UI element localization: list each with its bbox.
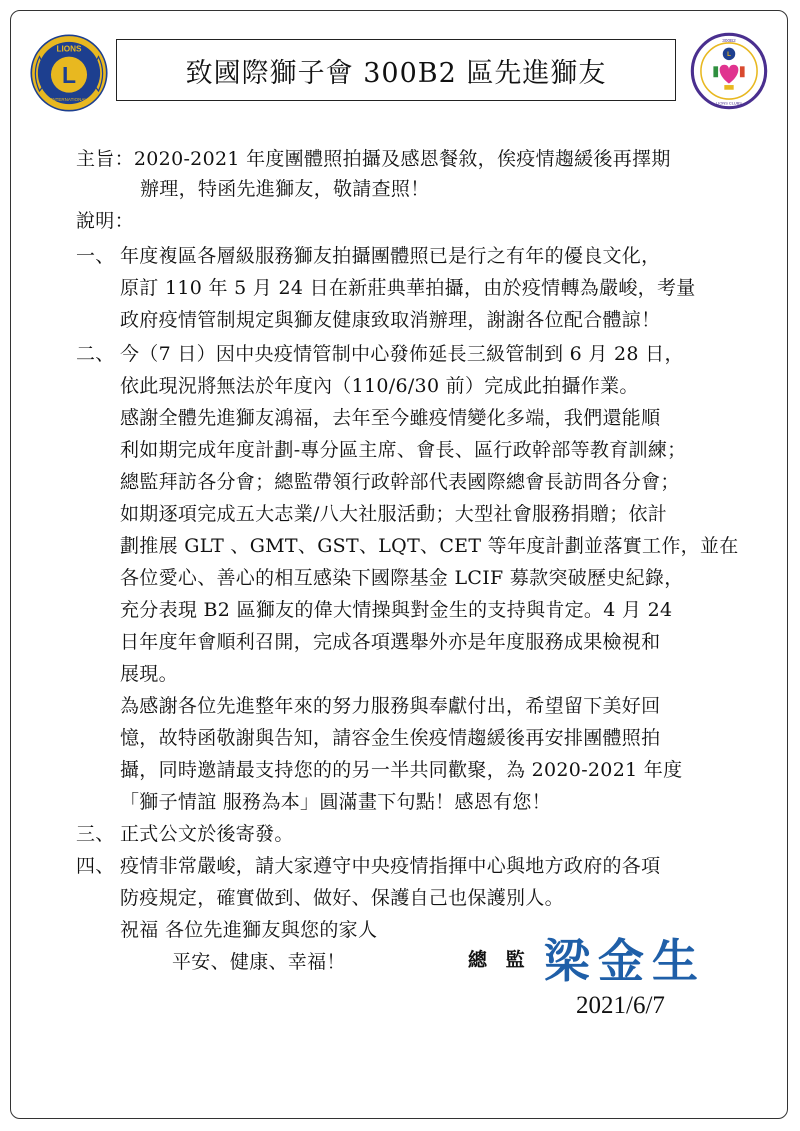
item-2-line: 攝，同時邀請最支持您的的另一半共同歡聚，為 2020-2021 年度 [120,759,683,781]
subject-line-1 [76,147,671,171]
signature-title: 總 監 [468,949,531,971]
item-4-number: 四、 [76,855,115,877]
letter-date: 2021/6/7 [576,992,665,1019]
item-1-line: 原訂 110 年 5 月 24 日在新莊典華拍攝，由於疫情轉為嚴峻，考量 [120,277,696,299]
item-2-line: 各位愛心、善心的相互感染下國際基金 LCIF 募款突破歷史紀錄， [120,567,684,589]
item-2-line: 感謝全體先進獅友鴻福，去年至今雖疫情變化多端，我們還能順 [120,407,661,429]
item-2-line: 如期逐項完成五大志業/八大社服活動；大型社會服務捐贈；依計 [120,503,668,525]
item-3-line: 正式公文於後寄發。 [120,823,294,845]
item-1-number: 一、 [76,245,115,267]
item-2-line: 總監拜訪各分會；總監帶領行政幹部代表國際總會長訪問各分會； [120,471,680,493]
item-2-line: 「獅子情誼 服務為本」圓滿畫下句點！感恩有您！ [120,791,551,813]
svg-text:L: L [727,51,731,59]
item-4-line: 防疫規定，確實做到、做好、保護自己也保護別人。 [120,887,564,909]
item-1-line: 年度複區各層級服務獅友拍攝團體照已是行之有年的優良文化， [120,245,661,267]
svg-text:LIONS: LIONS [56,44,82,54]
svg-text:INTERNATIONAL: INTERNATIONAL [51,96,87,102]
district-300b2-emblem-icon [690,32,768,110]
item-2-line: 日年度年會順利召開，完成各項選舉外亦是年度服務成果檢視和 [120,631,661,653]
explanation-label: 說明： [76,210,134,232]
item-2-line: 充分表現 B2 區獅友的偉大情操與對金生的支持與肯定。4 月 24 [120,599,673,621]
item-2-line: 展現。 [120,663,178,685]
item-2-number: 二、 [76,343,115,365]
item-1-line: 政府疫情管制規定與獅友健康致取消辦理，謝謝各位配合體諒！ [120,309,661,331]
closing-line-1: 祝福 各位先進獅友與您的家人 [120,919,378,941]
svg-text:300B2: 300B2 [722,38,736,44]
subject-text-1: 2020-2021 年度團體照拍攝及感恩餐敘，俟疫情趨緩後再擇期 [133,148,671,170]
page-title: 致國際獅子會 300B2 區先進獅友 [116,39,676,101]
svg-text:L: L [61,61,77,88]
item-2-line: 劃推展 GLT 、GMT、GST、LQT、CET 等年度計劃並落實工作，並在 [120,535,739,557]
closing-line-2: 平安、健康、幸福！ [172,951,346,973]
item-2-line: 憶，故特函敬謝與告知，請容金生俟疫情趨緩後再安排團體照拍 [120,727,661,749]
item-2-line: 利如期完成年度計劃-專分區主席、會長、區行政幹部等教育訓練； [120,439,687,461]
item-3-number: 三、 [76,823,115,845]
item-2-line: 為感謝各位先進整年來的努力服務與奉獻付出，希望留下美好回 [120,695,661,717]
item-4-line: 疫情非常嚴峻，請大家遵守中央疫情指揮中心與地方政府的各項 [120,855,661,877]
item-2-line: 今（7 日）因中央疫情管制中心發佈延長三級管制到 6 月 28 日， [120,343,684,365]
lions-international-logo-icon [28,32,110,114]
subject-text-2: 辦理，特函先進獅友，敬請查照！ [140,178,430,200]
item-2-line: 依此現況將無法於年度內（110/6/30 前）完成此拍攝作業。 [120,375,639,397]
subject-label: 主旨： [76,148,134,170]
signature-name: 梁金生 [544,934,706,988]
svg-text:LIONS CLUBS: LIONS CLUBS [716,100,742,106]
